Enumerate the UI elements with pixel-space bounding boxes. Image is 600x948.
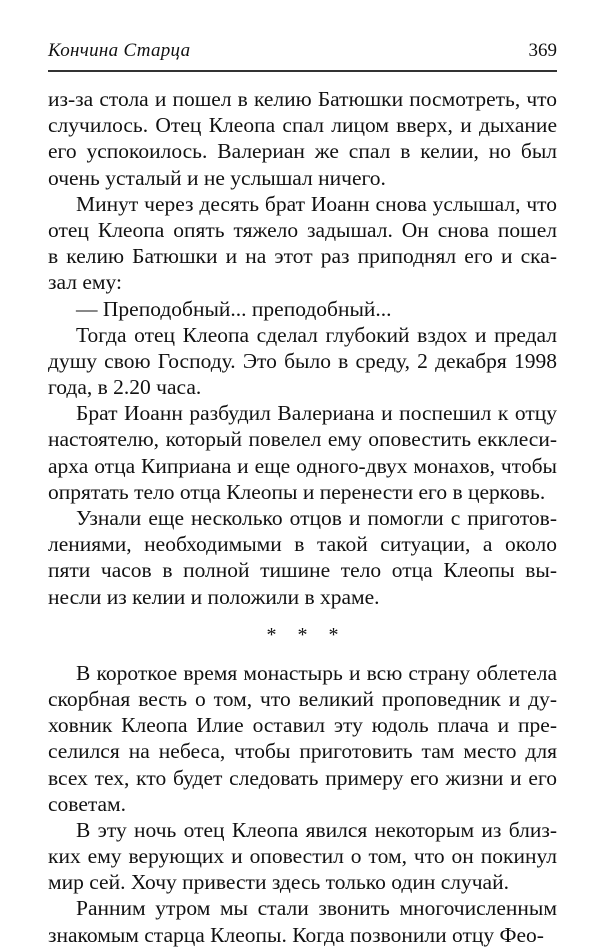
text-line: настоятелю, который повелел ему оповестить екклеси-: [48, 427, 557, 452]
text-line: года, в 2.20 часа.: [48, 375, 202, 400]
text-section-before-separator: [48, 86, 557, 610]
running-title: Кончина Старца: [48, 40, 191, 61]
section-separator: * * *: [266, 623, 347, 646]
text-line: в келию Батюшки и на этот раз приподнял его и ска-: [48, 244, 557, 269]
text-line: из-за стола и пошел в келию Батюшки посмотреть, что: [48, 87, 557, 111]
text-line: ких ему верующих и оповестил о том, что он покинул: [48, 844, 557, 869]
page-number: 369: [528, 40, 557, 61]
text-line: знакомым старца Клеопы. Когда позвонили отцу Фео-: [48, 922, 544, 947]
paragraph: [48, 86, 557, 191]
paragraph: [48, 400, 557, 505]
paragraph: [48, 296, 557, 322]
book-page: [48, 40, 557, 948]
paragraph: [48, 191, 557, 296]
text-line: Брат Иоанн разбудил Валериана и поспешил к отцу: [76, 401, 557, 426]
text-line: всех тех, кто будет следовать примеру его жизни и его: [48, 765, 557, 790]
text-line: ховник Клеопа Илие оставил эту юдоль плача и пре-: [48, 713, 557, 738]
text-line: скорбная весть о том, что великий проповедник и ду-: [48, 686, 557, 711]
text-line: его успокоилось. Валериан же спал в келии, но был: [48, 139, 557, 164]
text-line: советам.: [48, 791, 127, 816]
text-line: Тогда отец Клеопа сделал глубокий вздох и предал: [76, 322, 557, 347]
page-body: [48, 86, 557, 948]
text-line: отец Клеопа опять тяжело задышал. Он снова пошел: [48, 217, 557, 242]
text-line: опрятать тело отца Клеопы и перенести его в церковь.: [48, 479, 546, 504]
running-header: [48, 40, 557, 72]
text-line: Минут через десять брат Иоанн снова услышал, что: [76, 191, 557, 216]
paragraph: [48, 505, 557, 610]
text-line: пяти часов в полной тишине тело отца Клеопы вы-: [48, 558, 557, 583]
text-line: очень усталый и не услышал ничего.: [48, 165, 386, 190]
text-line: Ранним утром мы стали звонить многочисленным: [76, 896, 557, 921]
paragraph: [48, 817, 557, 896]
text-line: Узнали еще несколько отцов и помогли с приготов-: [76, 506, 557, 530]
text-line: душу свою Господу. Это было в среду, 2 декабря 1998: [48, 348, 557, 373]
text-line: зал ему:: [48, 270, 122, 295]
text-line: несли из келии и положили в храме.: [48, 584, 380, 609]
paragraph: [48, 660, 557, 817]
text-line: селился на небеса, чтобы приготовить там место для: [48, 739, 557, 764]
text-section-after-separator: [48, 660, 557, 948]
text-line: случилось. Отец Клеопа спал лицом вверх, и дыхание: [48, 113, 557, 138]
text-line: лениями, необходимыми в такой ситуации, а около: [48, 532, 557, 557]
text-line: — Преподобный... преподобный...: [76, 296, 392, 321]
paragraph: [48, 322, 557, 401]
text-line: В короткое время монастырь и всю страну облетела: [76, 660, 557, 685]
text-line: арха отца Киприана и еще одного-двух монахов, чтобы: [48, 453, 557, 478]
text-line: мир сей. Хочу привести здесь только один случай.: [48, 870, 509, 895]
text-line: В эту ночь отец Клеопа явился некоторым из близ-: [76, 817, 557, 842]
